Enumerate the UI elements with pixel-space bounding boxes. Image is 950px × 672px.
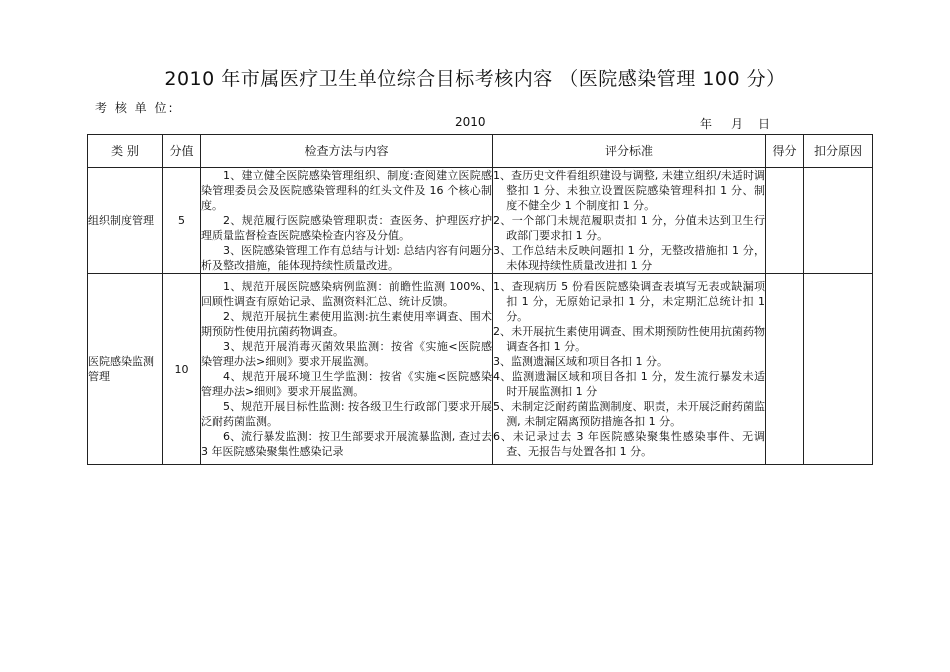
criteria-item: 2、一个部门未规范履职责扣 1 分，分值未达到卫生行政部门要求扣 1 分。 [493,214,765,242]
date-day-char: 日 [758,117,771,131]
criteria-item: 1、查历史文件看组织建设与调整, 未建立组织/未适时调整扣 1 分、未独立设置医院感染管理科扣 1 分、制度不健全少 1 个制度扣 1 分。 [493,169,765,212]
row-methods [201,168,493,274]
row-deduction-reason[interactable] [804,168,873,274]
criteria-item: 4、监测遗漏区域和项目各扣 1 分，发生流行暴发未适时开展监测扣 1 分 [493,370,765,398]
header-criteria: 评分标准 [493,135,766,168]
row-criteria [493,168,766,274]
assessment-table [87,134,873,465]
method-item: 2、规范履行医院感染管理职责：查医务、护理医疗护理质量监督检查医院感染检查内容及分值。 [201,214,492,242]
header-method: 检查方法与内容 [201,135,493,168]
date-month-char: 月 [731,117,744,131]
method-item: 3、规范开展消毒灭菌效果监测：按省《实施<医院感染管理办法>细则》要求开展监测。 [201,340,492,368]
method-item: 5、规范开展目标性监测: 按各级卫生行政部门要求开展泛耐药菌监测。 [201,400,492,428]
method-item: 1、规范开展医院感染病例监测：前瞻性监测 100%、回顾性调查有原始记录、监测资料汇总、统计反馈。 [201,280,492,308]
row-category: 组织制度管理 [88,168,163,274]
criteria-item: 6、未记录过去 3 年医院感染聚集性感染事件、无调查、无报告与处置各扣 1 分。 [493,430,765,458]
assessed-unit-label: 考 核 单 位: [95,101,175,115]
row-criteria [493,274,766,465]
header-category: 类 别 [88,135,163,168]
method-item: 1、建立健全医院感染管理组织、制度:查阅建立医院感染管理委员会及医院感染管理科的红头文件及 16 个核心制度。 [201,169,492,212]
method-item: 6、流行暴发监测：按卫生部要求开展流暴监测, 查过去 3 年医院感染聚集性感染记录 [201,430,492,458]
date-year-char: 年 [700,117,713,131]
criteria-item: 3、工作总结未反映问题扣 1 分，无整改措施扣 1 分，未体现持续性质量改进扣 1 分 [493,244,765,272]
criteria-item: 3、监测遗漏区域和项目各扣 1 分。 [493,355,668,368]
method-item: 3、医院感染管理工作有总结与计划: 总结内容有问题分析及整改措施，能体现持续性质量改进。 [201,244,492,272]
header-deduction-reason: 扣分原因 [804,135,873,168]
row-score: 10 [163,274,201,465]
header-score: 分值 [163,135,201,168]
row-got-score[interactable] [766,168,804,274]
date-year: 2010 [455,115,486,129]
table-row [88,168,873,274]
table-header-row [88,135,873,168]
method-item: 4、规范开展环境卫生学监测：按省《实施<医院感染管理办法>细则》要求开展监测。 [201,370,492,398]
method-item: 2、规范开展抗生素使用监测:抗生素使用率调查、围术期预防性使用抗菌药物调查。 [201,310,492,338]
row-category: 医院感染监测管理 [88,274,163,465]
row-got-score[interactable] [766,274,804,465]
table-row [88,274,873,465]
criteria-item: 5、未制定泛耐药菌监测制度、职责，未开展泛耐药菌监测, 未制定隔离预防措施各扣 1 分。 [493,400,765,428]
criteria-item: 2、未开展抗生素使用调查、围术期预防性使用抗菌药物调查各扣 1 分。 [493,325,765,353]
row-score: 5 [163,168,201,274]
page-title: 2010 年市属医疗卫生单位综合目标考核内容 （医院感染管理 100 分） [164,68,786,90]
row-deduction-reason[interactable] [804,274,873,465]
criteria-item: 1、查现病历 5 份看医院感染调查表填写无表或缺漏项扣 1 分，无原始记录扣 1 分，未定期汇总统计扣 1 分。 [493,280,765,323]
header-got-score: 得分 [766,135,804,168]
row-methods [201,274,493,465]
